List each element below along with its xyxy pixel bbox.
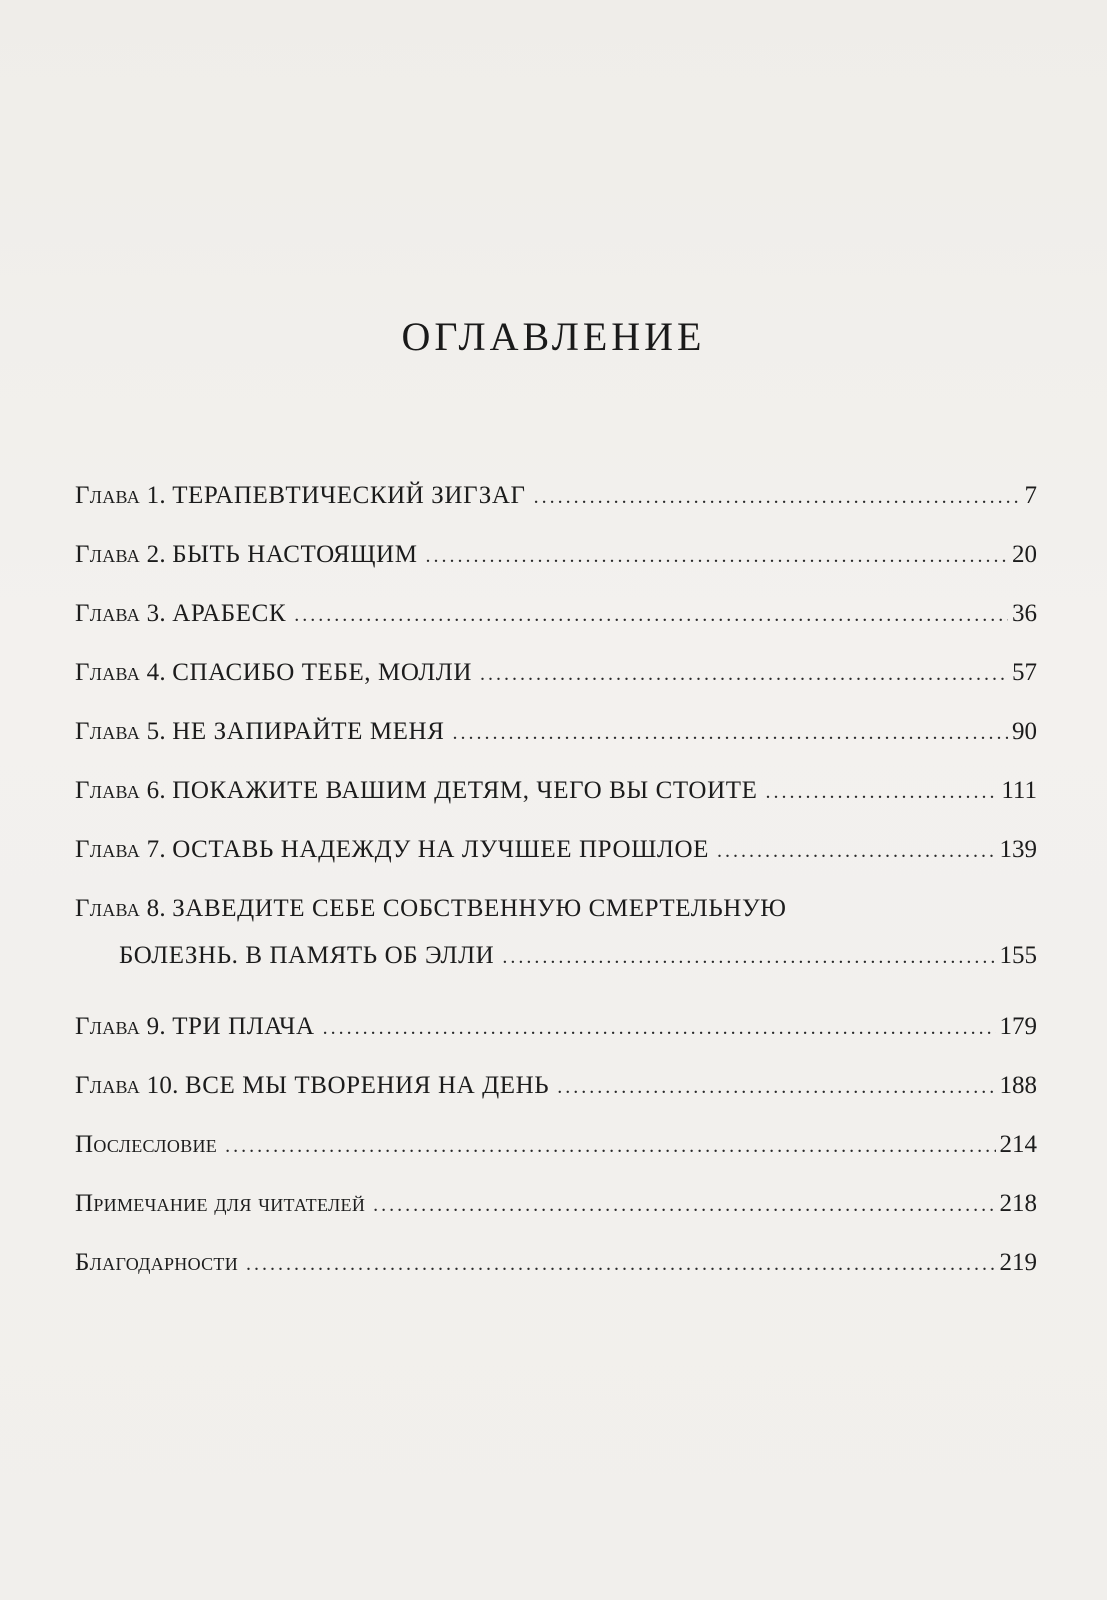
page-number: 218 — [999, 1190, 1037, 1217]
chapter-title-continuation: БОЛЕЗНЬ. В ПАМЯТЬ ОБ ЭЛЛИ — [119, 942, 495, 969]
toc-entry-afterword — [75, 1131, 1037, 1190]
page-number: 20 — [1012, 541, 1037, 568]
section-title: Примечание для читателей — [75, 1190, 366, 1217]
section-title: Послесловие — [75, 1131, 218, 1158]
dot-leader — [534, 486, 1021, 509]
chapter-title: ТЕРАПЕВТИЧЕСКИЙ ЗИГЗАГ — [172, 482, 526, 509]
chapter-number: Глава 5. — [75, 718, 166, 745]
dot-leader — [426, 545, 1008, 568]
toc-entry-chapter-3 — [75, 600, 1037, 659]
page-title: ОГЛАВЛЕНИЕ — [401, 313, 706, 359]
chapter-number: Глава 4. — [75, 659, 166, 686]
toc-entry-chapter-1 — [75, 482, 1037, 541]
dot-leader — [765, 781, 997, 804]
chapter-number: Глава 6. — [75, 777, 166, 804]
page-number: 111 — [1001, 777, 1037, 804]
chapter-title: НЕ ЗАПИРАЙТЕ МЕНЯ — [172, 718, 445, 745]
page-number: 139 — [999, 836, 1037, 863]
page-number: 214 — [999, 1131, 1037, 1158]
toc-entry-acknowledgements — [75, 1249, 1037, 1308]
page-number: 36 — [1012, 600, 1037, 627]
chapter-number: Глава 8. — [75, 895, 166, 922]
dot-leader — [323, 1017, 996, 1040]
chapter-title: ВСЕ МЫ ТВОРЕНИЯ НА ДЕНЬ — [184, 1072, 550, 1099]
chapter-title: ЗАВЕДИТЕ СЕБЕ СОБСТВЕННУЮ СМЕРТЕЛЬНУЮ — [172, 895, 787, 922]
dot-leader — [557, 1076, 995, 1099]
table-of-contents — [75, 482, 1037, 1308]
chapter-number: Глава 3. — [75, 600, 166, 627]
toc-entry-readers-note — [75, 1190, 1037, 1249]
dot-leader — [717, 840, 995, 863]
page-number: 90 — [1012, 718, 1037, 745]
chapter-title: ПОКАЖИТЕ ВАШИМ ДЕТЯМ, ЧЕГО ВЫ СТОИТЕ — [172, 777, 758, 804]
toc-entry-chapter-6 — [75, 777, 1037, 836]
page-number: 179 — [999, 1013, 1037, 1040]
chapter-title: ТРИ ПЛАЧА — [172, 1013, 315, 1040]
page-number: 7 — [1024, 482, 1037, 509]
chapter-number: Глава 1. — [75, 482, 166, 509]
dot-leader — [502, 946, 995, 969]
section-title: Благодарности — [75, 1249, 239, 1276]
chapter-number: Глава 2. — [75, 541, 166, 568]
chapter-title: СПАСИБО ТЕБЕ, МОЛЛИ — [172, 659, 473, 686]
chapter-number: Глава 7. — [75, 836, 166, 863]
dot-leader — [294, 604, 1008, 627]
chapter-title-line-1 — [75, 895, 1037, 942]
dot-leader — [246, 1253, 995, 1276]
chapter-number: Глава 10. — [75, 1072, 179, 1099]
page-number: 219 — [999, 1249, 1037, 1276]
page-number: 155 — [999, 942, 1037, 969]
chapter-number: Глава 9. — [75, 1013, 166, 1040]
toc-entry-chapter-7 — [75, 836, 1037, 895]
toc-entry-chapter-10 — [75, 1072, 1037, 1131]
page-number: 57 — [1012, 659, 1037, 686]
chapter-title: ОСТАВЬ НАДЕЖДУ НА ЛУЧШЕЕ ПРОШЛОЕ — [172, 836, 710, 863]
chapter-title-line-2 — [75, 942, 1037, 1001]
toc-entry-chapter-5 — [75, 718, 1037, 777]
chapter-title: АРАБЕСК — [172, 600, 287, 627]
toc-entry-chapter-8 — [75, 895, 1037, 1013]
page-number: 188 — [999, 1072, 1037, 1099]
dot-leader — [373, 1194, 995, 1217]
dot-leader — [453, 722, 1009, 745]
toc-entry-chapter-9 — [75, 1013, 1037, 1072]
dot-leader — [225, 1135, 995, 1158]
chapter-title: БЫТЬ НАСТОЯЩИМ — [172, 541, 418, 568]
dot-leader — [480, 663, 1008, 686]
toc-entry-chapter-2 — [75, 541, 1037, 600]
toc-entry-chapter-4 — [75, 659, 1037, 718]
